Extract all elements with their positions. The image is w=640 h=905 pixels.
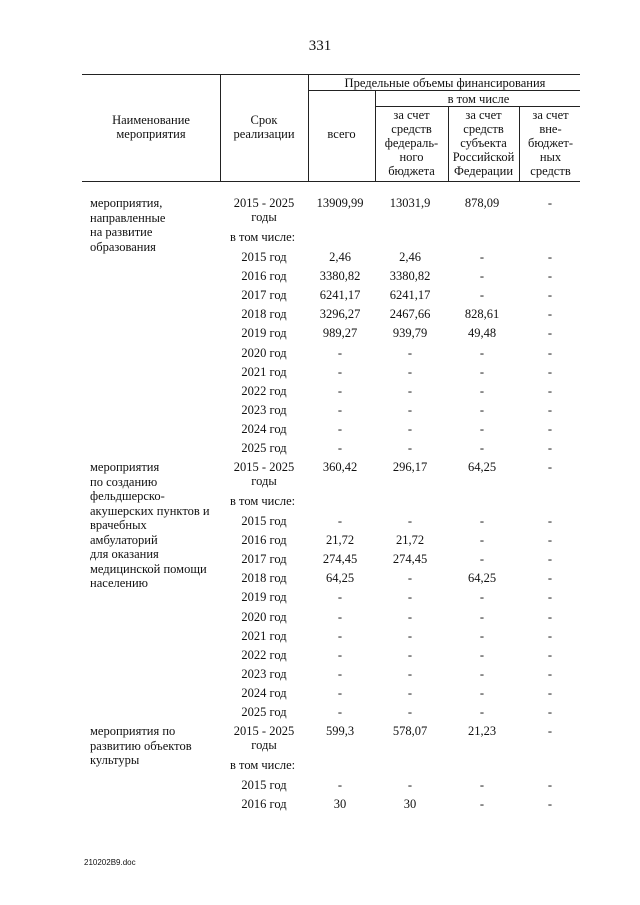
year-value: - <box>337 685 343 700</box>
year-value: - <box>479 628 485 643</box>
year-value: - <box>547 345 553 360</box>
year-value: - <box>407 647 413 662</box>
period-label: годы <box>251 210 277 224</box>
year-value: - <box>407 364 413 379</box>
header-name-line: Наименование <box>112 113 190 127</box>
year-label: 2017 год <box>241 288 287 303</box>
including-rule <box>375 106 580 107</box>
header-total: всего <box>327 127 356 141</box>
year-value: 21,72 <box>395 533 425 548</box>
year-value: - <box>547 571 553 586</box>
year-label: 2019 год <box>241 590 287 605</box>
year-value: - <box>479 383 485 398</box>
divider-3 <box>375 90 376 181</box>
year-value: 3380,82 <box>389 269 431 284</box>
activity-name-line: населению <box>90 576 148 590</box>
year-value: 6241,17 <box>389 288 431 303</box>
year-value: - <box>479 441 485 455</box>
total-value: 599,3 <box>325 724 355 738</box>
year-label: 2020 год <box>241 345 287 360</box>
divider-4 <box>448 106 449 181</box>
header-regional-line: Федерации <box>453 164 514 178</box>
year-value: - <box>547 666 553 681</box>
header-regional-line: Российской <box>452 150 515 164</box>
year-value: - <box>407 666 413 681</box>
header-regional-line: средств <box>463 122 504 136</box>
year-value: - <box>407 778 413 792</box>
year-value: - <box>407 609 413 624</box>
year-value: - <box>547 609 553 624</box>
year-value: 2467,66 <box>389 307 431 322</box>
year-value: - <box>547 288 553 303</box>
header-extra-line: за счет <box>532 108 569 122</box>
year-value: - <box>547 685 553 700</box>
year-value: 64,25 <box>325 571 355 586</box>
activity-name-line: направленные <box>90 210 166 225</box>
year-value: - <box>337 666 343 681</box>
header-regional-line: за счет <box>465 108 502 122</box>
year-value: - <box>547 778 553 792</box>
header-extra-line: вне- <box>539 122 562 136</box>
activity-name-line: образования <box>90 239 156 254</box>
year-value: - <box>337 609 343 624</box>
header-top-rule <box>82 74 580 75</box>
year-value: 989,27 <box>322 326 358 341</box>
total-value: 296,17 <box>392 460 428 474</box>
year-value: - <box>407 345 413 360</box>
year-value: - <box>337 705 343 719</box>
total-value: - <box>547 196 553 210</box>
year-value: - <box>479 609 485 624</box>
header-name <box>84 113 218 141</box>
period-label: годы <box>251 474 277 488</box>
header-extra-line: средств <box>530 164 571 178</box>
total-value: 21,23 <box>467 724 497 738</box>
activity-name-line: мероприятия <box>90 460 160 474</box>
year-value: 3380,82 <box>319 269 361 284</box>
year-value: 64,25 <box>467 571 497 586</box>
year-value: - <box>547 590 553 605</box>
year-value: - <box>479 514 485 528</box>
year-value: - <box>547 533 553 548</box>
year-value: - <box>479 421 485 436</box>
year-value: 30 <box>333 797 347 812</box>
year-value: 939,79 <box>392 326 428 341</box>
year-label: 2025 год <box>241 705 287 719</box>
activity-name-line: фельдшерско- <box>90 489 165 503</box>
year-value: - <box>547 250 553 264</box>
year-value: - <box>337 364 343 379</box>
year-value: - <box>547 705 553 719</box>
year-label: 2016 год <box>241 533 287 548</box>
year-value: - <box>407 685 413 700</box>
year-value: - <box>547 797 553 812</box>
year-value: - <box>337 441 343 455</box>
year-value: - <box>479 666 485 681</box>
year-value: 2,46 <box>399 250 421 264</box>
year-value: - <box>337 345 343 360</box>
activity-name-line: мероприятия по <box>90 724 176 738</box>
funding-rule <box>308 90 580 91</box>
header-federal-line: средств <box>391 122 432 136</box>
year-value: - <box>479 269 485 284</box>
period-range: 2015 - 2025 <box>233 724 295 738</box>
activity-name-line: врачебных <box>90 518 147 532</box>
year-label: 2025 год <box>241 441 287 455</box>
year-label: 2018 год <box>241 307 287 322</box>
year-label: 2022 год <box>241 647 287 662</box>
year-value: - <box>479 345 485 360</box>
period-range: 2015 - 2025 <box>233 196 295 210</box>
year-value: - <box>407 421 413 436</box>
header-name-line: мероприятия <box>116 127 186 141</box>
year-value: - <box>479 533 485 548</box>
year-value: - <box>337 514 343 528</box>
year-label: 2020 год <box>241 609 287 624</box>
including-label: в том числе: <box>230 230 296 244</box>
year-value: 2,46 <box>329 250 351 264</box>
activity-name-line: развитию объектов <box>90 738 192 753</box>
year-value: - <box>547 647 553 662</box>
year-label: 2015 год <box>241 514 287 528</box>
year-label: 2023 год <box>241 666 287 681</box>
year-label: 2016 год <box>241 797 287 812</box>
year-value: - <box>479 685 485 700</box>
total-value: 64,25 <box>467 460 497 474</box>
total-value: 360,42 <box>322 460 358 474</box>
year-value: - <box>479 288 485 303</box>
year-value: - <box>337 647 343 662</box>
total-value: - <box>547 460 553 474</box>
activity-name-line: медицинской помощи <box>90 561 207 576</box>
year-value: - <box>547 402 553 417</box>
year-label: 2015 год <box>241 778 287 792</box>
header-federal-line: за счет <box>393 108 430 122</box>
year-value: - <box>407 402 413 417</box>
activity-name-line: культуры <box>90 753 140 767</box>
including-label: в том числе: <box>230 494 296 508</box>
year-value: 274,45 <box>392 552 428 567</box>
year-value: - <box>479 364 485 379</box>
year-value: - <box>407 628 413 643</box>
year-value: - <box>479 647 485 662</box>
header-extra-line: ных <box>539 150 562 164</box>
year-value: 828,61 <box>464 307 500 322</box>
year-label: 2022 год <box>241 383 287 398</box>
total-value: 578,07 <box>392 724 428 738</box>
year-value: - <box>547 383 553 398</box>
year-label: 2023 год <box>241 402 287 417</box>
year-value: - <box>407 590 413 605</box>
year-label: 2019 год <box>241 326 287 341</box>
year-value: - <box>479 797 485 812</box>
page-number: 331 <box>308 38 332 54</box>
year-value: 3296,27 <box>319 307 361 322</box>
header-federal-line: федераль- <box>384 136 439 150</box>
header-term-line: реализации <box>233 127 295 141</box>
year-value: - <box>479 402 485 417</box>
year-value: - <box>547 307 553 322</box>
footer-filename: 210202В9.doc <box>84 858 136 867</box>
year-value: 6241,17 <box>319 288 361 303</box>
year-value: - <box>407 383 413 398</box>
header-term <box>222 113 306 141</box>
total-value: - <box>547 724 553 738</box>
header-federal <box>377 108 446 178</box>
year-value: 30 <box>403 797 417 812</box>
year-value: - <box>479 590 485 605</box>
year-label: 2024 год <box>241 685 287 700</box>
year-value: - <box>547 269 553 284</box>
year-value: - <box>337 402 343 417</box>
period-label: годы <box>251 738 277 752</box>
year-label: 2016 год <box>241 269 287 284</box>
header-extra-line: бюджет- <box>527 136 574 150</box>
year-label: 2021 год <box>241 364 287 379</box>
activity-name-line: акушерских пунктов и <box>90 503 210 518</box>
divider-2 <box>308 74 309 181</box>
year-value: - <box>337 383 343 398</box>
period-range: 2015 - 2025 <box>233 460 295 474</box>
year-value: - <box>547 628 553 643</box>
header-bottom-rule <box>82 181 580 182</box>
year-value: - <box>407 705 413 719</box>
divider-5 <box>519 106 520 181</box>
year-value: - <box>337 628 343 643</box>
year-label: 2021 год <box>241 628 287 643</box>
year-value: - <box>547 421 553 436</box>
year-value: - <box>547 514 553 528</box>
year-value: - <box>547 441 553 455</box>
header-including: в том числе <box>447 92 510 106</box>
year-value: - <box>479 250 485 264</box>
activity-name-line: на развитие <box>90 225 153 239</box>
header-regional-line: субъекта <box>460 136 507 150</box>
year-value: - <box>547 326 553 341</box>
activity-name-line: мероприятия, <box>90 196 163 210</box>
year-label: 2024 год <box>241 421 287 436</box>
year-value: - <box>407 441 413 455</box>
total-value: 878,09 <box>464 196 500 210</box>
year-value: - <box>337 590 343 605</box>
year-value: - <box>479 705 485 719</box>
total-value: 13909,99 <box>316 196 364 210</box>
year-value: 21,72 <box>325 533 355 548</box>
year-value: - <box>337 421 343 436</box>
including-label: в том числе: <box>230 758 296 772</box>
year-value: 49,48 <box>467 326 497 341</box>
year-value: - <box>407 571 413 586</box>
year-value: - <box>479 778 485 792</box>
header-federal-line: бюджета <box>388 164 435 178</box>
activity-name-line: по созданию <box>90 474 158 489</box>
year-value: - <box>479 552 485 567</box>
header-term-line: Срок <box>250 113 278 127</box>
activity-name-line: амбулаторий <box>90 532 158 547</box>
year-value: 274,45 <box>322 552 358 567</box>
year-value: - <box>547 552 553 567</box>
year-value: - <box>337 778 343 792</box>
year-value: - <box>407 514 413 528</box>
year-label: 2015 год <box>241 250 287 264</box>
header-federal-line: ного <box>399 150 424 164</box>
header-funding: Предельные объемы финансирования <box>344 76 546 90</box>
year-label: 2017 год <box>241 552 287 567</box>
year-label: 2018 год <box>241 571 287 586</box>
activity-name-line: для оказания <box>90 547 159 561</box>
divider-1 <box>220 74 221 181</box>
total-value: 13031,9 <box>389 196 431 210</box>
year-value: - <box>547 364 553 379</box>
header-extra <box>521 108 580 178</box>
header-regional <box>450 108 517 178</box>
